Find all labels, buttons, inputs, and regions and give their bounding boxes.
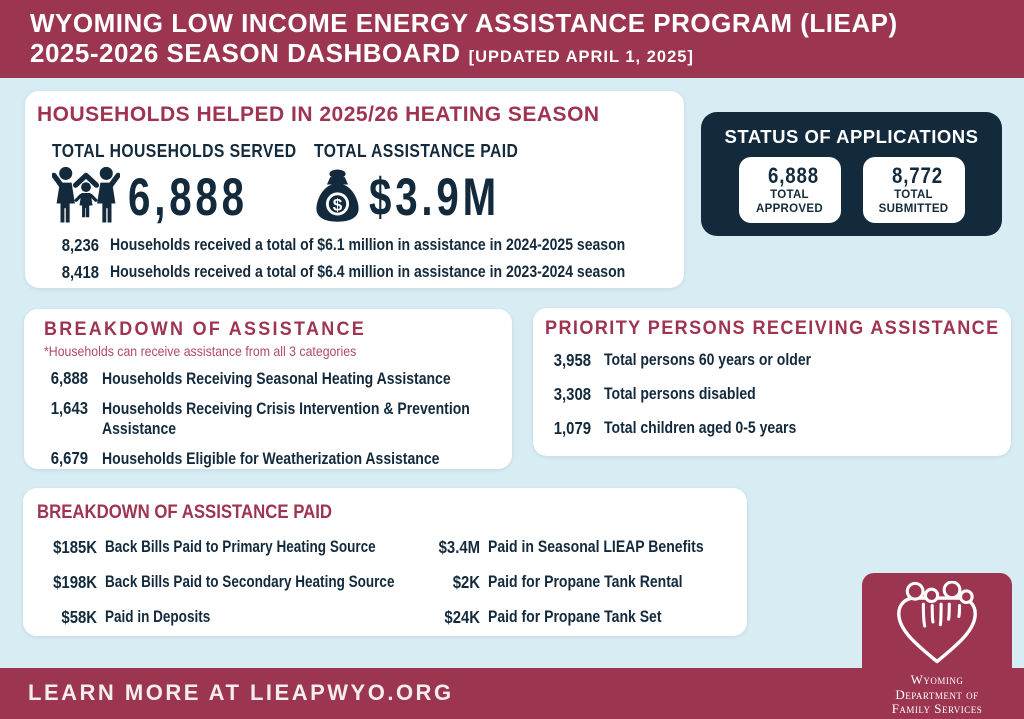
page-title-line2-text: 2025-2026 SEASON DASHBOARD	[30, 38, 461, 69]
logo-org-line2: Department of	[895, 686, 979, 702]
total-approved-box	[739, 157, 841, 223]
total-assistance-paid	[314, 140, 554, 226]
stat-value: $58K	[61, 607, 97, 627]
priority-rows	[545, 350, 1011, 439]
money-bag-icon	[314, 168, 361, 227]
paid-value: $3.9M	[369, 167, 500, 227]
page-title-line2	[30, 39, 1024, 69]
paid-label: TOTAL ASSISTANCE PAID	[314, 140, 519, 161]
family-icon	[52, 166, 120, 229]
served-value: 6,888	[128, 167, 248, 227]
stat-label: Households Receiving Seasonal Heating Assistance	[102, 370, 451, 388]
approved-value: 6,888	[768, 162, 820, 188]
stat-row	[545, 384, 1011, 405]
households-card-title: HOUSEHOLDS HELPED IN 2025/26 HEATING SEASON	[37, 103, 600, 126]
stat-label: Paid in Seasonal LIEAP Benefits	[488, 538, 704, 556]
prior-seasons-history	[37, 235, 684, 283]
breakdown-of-assistance-paid-card	[23, 488, 747, 636]
total-households-served	[52, 140, 314, 226]
stat-value: 3,308	[553, 384, 591, 404]
header-banner	[0, 0, 1024, 78]
households-metrics	[37, 140, 684, 226]
stat-row	[44, 448, 512, 469]
approved-label-line1: TOTAL	[770, 188, 809, 201]
stat-label: Paid in Deposits	[105, 608, 211, 626]
stat-label: Paid for Propane Tank Rental	[488, 573, 683, 591]
stat-label-line1: Households Receiving Crisis Intervention & Prevention	[102, 400, 470, 419]
households-helped-card	[25, 91, 684, 288]
breakdown-rows	[44, 368, 512, 470]
served-label: TOTAL HOUSEHOLDS SERVED	[52, 140, 297, 161]
history-text: Households received a total of $6.1 million in assistance in 2024-2025 season	[110, 236, 626, 254]
stat-value: 3,958	[553, 350, 591, 370]
stat-value: 1,079	[553, 418, 591, 438]
logo-org-line3: Family Services	[891, 701, 983, 717]
history-value: 8,236	[61, 235, 99, 255]
approved-label-line2: APPROVED	[756, 203, 823, 216]
logo-org-line1: Wyoming	[910, 672, 964, 687]
stat-label: Back Bills Paid to Primary Heating Source	[105, 538, 376, 556]
family-heart-logo-icon	[889, 654, 985, 671]
submitted-value: 8,772	[892, 162, 944, 188]
status-card-title: STATUS OF APPLICATIONS	[724, 126, 979, 147]
status-boxes	[701, 157, 1002, 223]
stat-label: Total children aged 0-5 years	[604, 419, 797, 437]
paid-card-title: BREAKDOWN OF ASSISTANCE PAID	[37, 501, 333, 523]
stat-value: 6,888	[50, 368, 88, 388]
stat-value: $3.4M	[438, 537, 480, 557]
status-of-applications-card	[701, 112, 1002, 236]
priority-card-title: PRIORITY PERSONS RECEIVING ASSISTANCE	[545, 318, 1000, 339]
page-title-line1: WYOMING LOW INCOME ENERGY ASSISTANCE PROGRAM (LIEAP)	[30, 8, 898, 38]
submitted-label-line1: TOTAL	[894, 188, 933, 201]
wyoming-dfs-logo	[862, 573, 1012, 719]
total-submitted-box	[863, 157, 965, 223]
breakdown-of-assistance-card	[24, 309, 512, 469]
stat-row	[545, 418, 1011, 439]
history-text: Households received a total of $6.4 million in assistance in 2023-2024 season	[110, 263, 626, 281]
stat-value: $2K	[452, 572, 480, 592]
svg-text:$: $	[332, 194, 343, 214]
history-value: 8,418	[61, 262, 99, 282]
stat-row	[44, 398, 512, 439]
stat-value: 1,643	[50, 398, 88, 419]
breakdown-card-title: BREAKDOWN OF ASSISTANCE	[44, 318, 366, 340]
history-row	[43, 235, 684, 256]
breakdown-note: *Households can receive assistance from all 3 categories	[44, 343, 357, 359]
stat-value: $185K	[53, 537, 97, 557]
stat-row	[44, 368, 512, 389]
submitted-label-line2: SUBMITTED	[878, 203, 949, 216]
stat-label: Back Bills Paid to Secondary Heating Source	[105, 573, 395, 591]
paid-rows	[37, 537, 747, 628]
stat-label: Paid for Propane Tank Set	[488, 608, 662, 626]
stat-label: Total persons 60 years or older	[604, 351, 812, 369]
stat-label: Total persons disabled	[604, 385, 756, 403]
priority-persons-card	[533, 308, 1011, 456]
updated-date: [UPDATED APRIL 1, 2025]	[468, 48, 694, 67]
stat-row	[545, 350, 1011, 371]
footer-link-text: LEARN MORE AT LIEAPWYO.ORG	[28, 680, 454, 705]
stat-label-line2: Assistance	[102, 420, 177, 439]
stat-value: $24K	[444, 607, 480, 627]
stat-value: 6,679	[50, 448, 88, 469]
stat-label: Households Eligible for Weatherization Assistance	[102, 450, 440, 469]
history-row	[43, 262, 684, 283]
stat-value: $198K	[53, 572, 97, 592]
